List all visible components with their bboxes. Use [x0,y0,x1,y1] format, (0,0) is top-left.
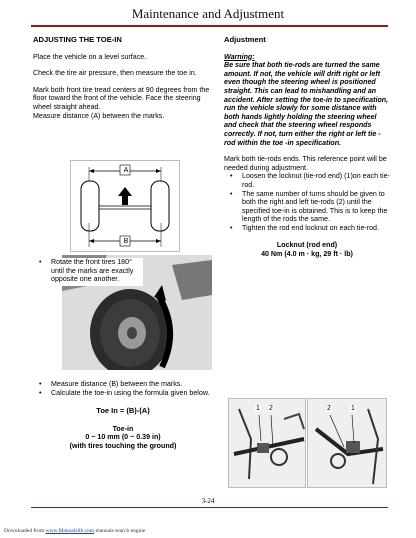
warning-label: Warning: [224,52,255,61]
warning-text: Be sure that both tie-rods are turned the same amount. If not, the vehicle will drift right or left even though the steering wheel is positioned straight. This can lead to mishandling and an accident. After setting the toe-in to specification, run the vehicle slowly for some distance with both hands lightly holding the steering wheel and check that the steering wheel responds correctly. If not, turn either the right or left tie -rod within the toe -in specification. [224,61,389,147]
paragraph-mark-tierods: Mark both tie-rods ends. This reference point will be needed during adjustment. [224,155,387,172]
locknut-torque: 40 Nm (4.0 m · kg, 29 ft · lb) [261,250,353,259]
photo-tie-rod-left [228,398,306,488]
footer [4,528,145,534]
paragraph-level-surface: Place the vehicle on a level surface. [33,52,147,61]
warning-block [224,53,390,148]
toein-title: Toe-in [112,424,134,433]
page-title: Maintenance and Adjustment [131,6,285,21]
tie-rod-left-svg [229,399,306,488]
bullet-tighten-locknut: • Tighten the rod end locknut on each tie-rod. [224,224,390,233]
tie-rod-right-svg [308,399,387,488]
measure-b-block [33,380,213,451]
photo-tie-rod-right [307,398,387,488]
toein-note: (with tires touching the ground) [69,441,177,450]
formula: Toe In = (B)-(A) [96,406,150,416]
label-a: A [123,167,129,174]
bullet-same-turns: • The same number of turns should be given to both the right and left tie-rods (2) until the specified toe-in is obtained. This is to keep the length of the rods the same. [224,190,390,224]
callout-2-left: 2 [269,405,273,412]
figure-toe-in-diagram [70,160,180,252]
rotate-bullet-block [33,258,143,286]
callout-1-right: 1 [351,405,355,412]
footer-suffix: manuals search engine [94,528,146,534]
page-number: 3-24 [201,497,215,505]
adjustment-heading: Adjustment [224,35,266,44]
toein-value: 0 ~ 10 mm (0 ~ 0.39 in) [85,433,161,442]
footer-prefix: Downloaded from [4,528,46,534]
callout-2-right: 2 [327,405,331,412]
bullet-rotate-tires: • Rotate the front tires 180° until the marks are exactly opposite one another. [33,258,143,284]
left-column [33,36,213,120]
paragraph-tire-pressure: Check the tire air pressure, then measure the toe in. [33,69,197,78]
bullet-loosen-locknut: • Loosen the locknut (tie-rod end) (1)on each tie-rod. [224,172,390,189]
locknut-title: Locknut (rod end) [276,241,338,250]
section-heading: ADJUSTING THE TOE-IN [33,35,122,44]
bullet-calculate: • Calculate the toe-in using the formula given below. [33,389,213,398]
footer-link[interactable]: www.Manualslib.com [45,528,95,534]
label-b: B [123,238,129,245]
title-rule [31,25,388,27]
paragraph-measure-a: Measure distance (A) between the marks. [33,111,165,120]
callout-1-left: 1 [256,405,260,412]
adjustment-steps [224,172,390,232]
bottom-rule [31,507,388,508]
paragraph-mark-tires: Mark both front tire tread centers at 90 degrees from the floor toward the front of the vehicle. Face the steering wheel straight ahead. [33,85,210,111]
right-column [224,36,390,259]
bullet-measure-b: • Measure distance (B) between the marks. [33,380,213,389]
